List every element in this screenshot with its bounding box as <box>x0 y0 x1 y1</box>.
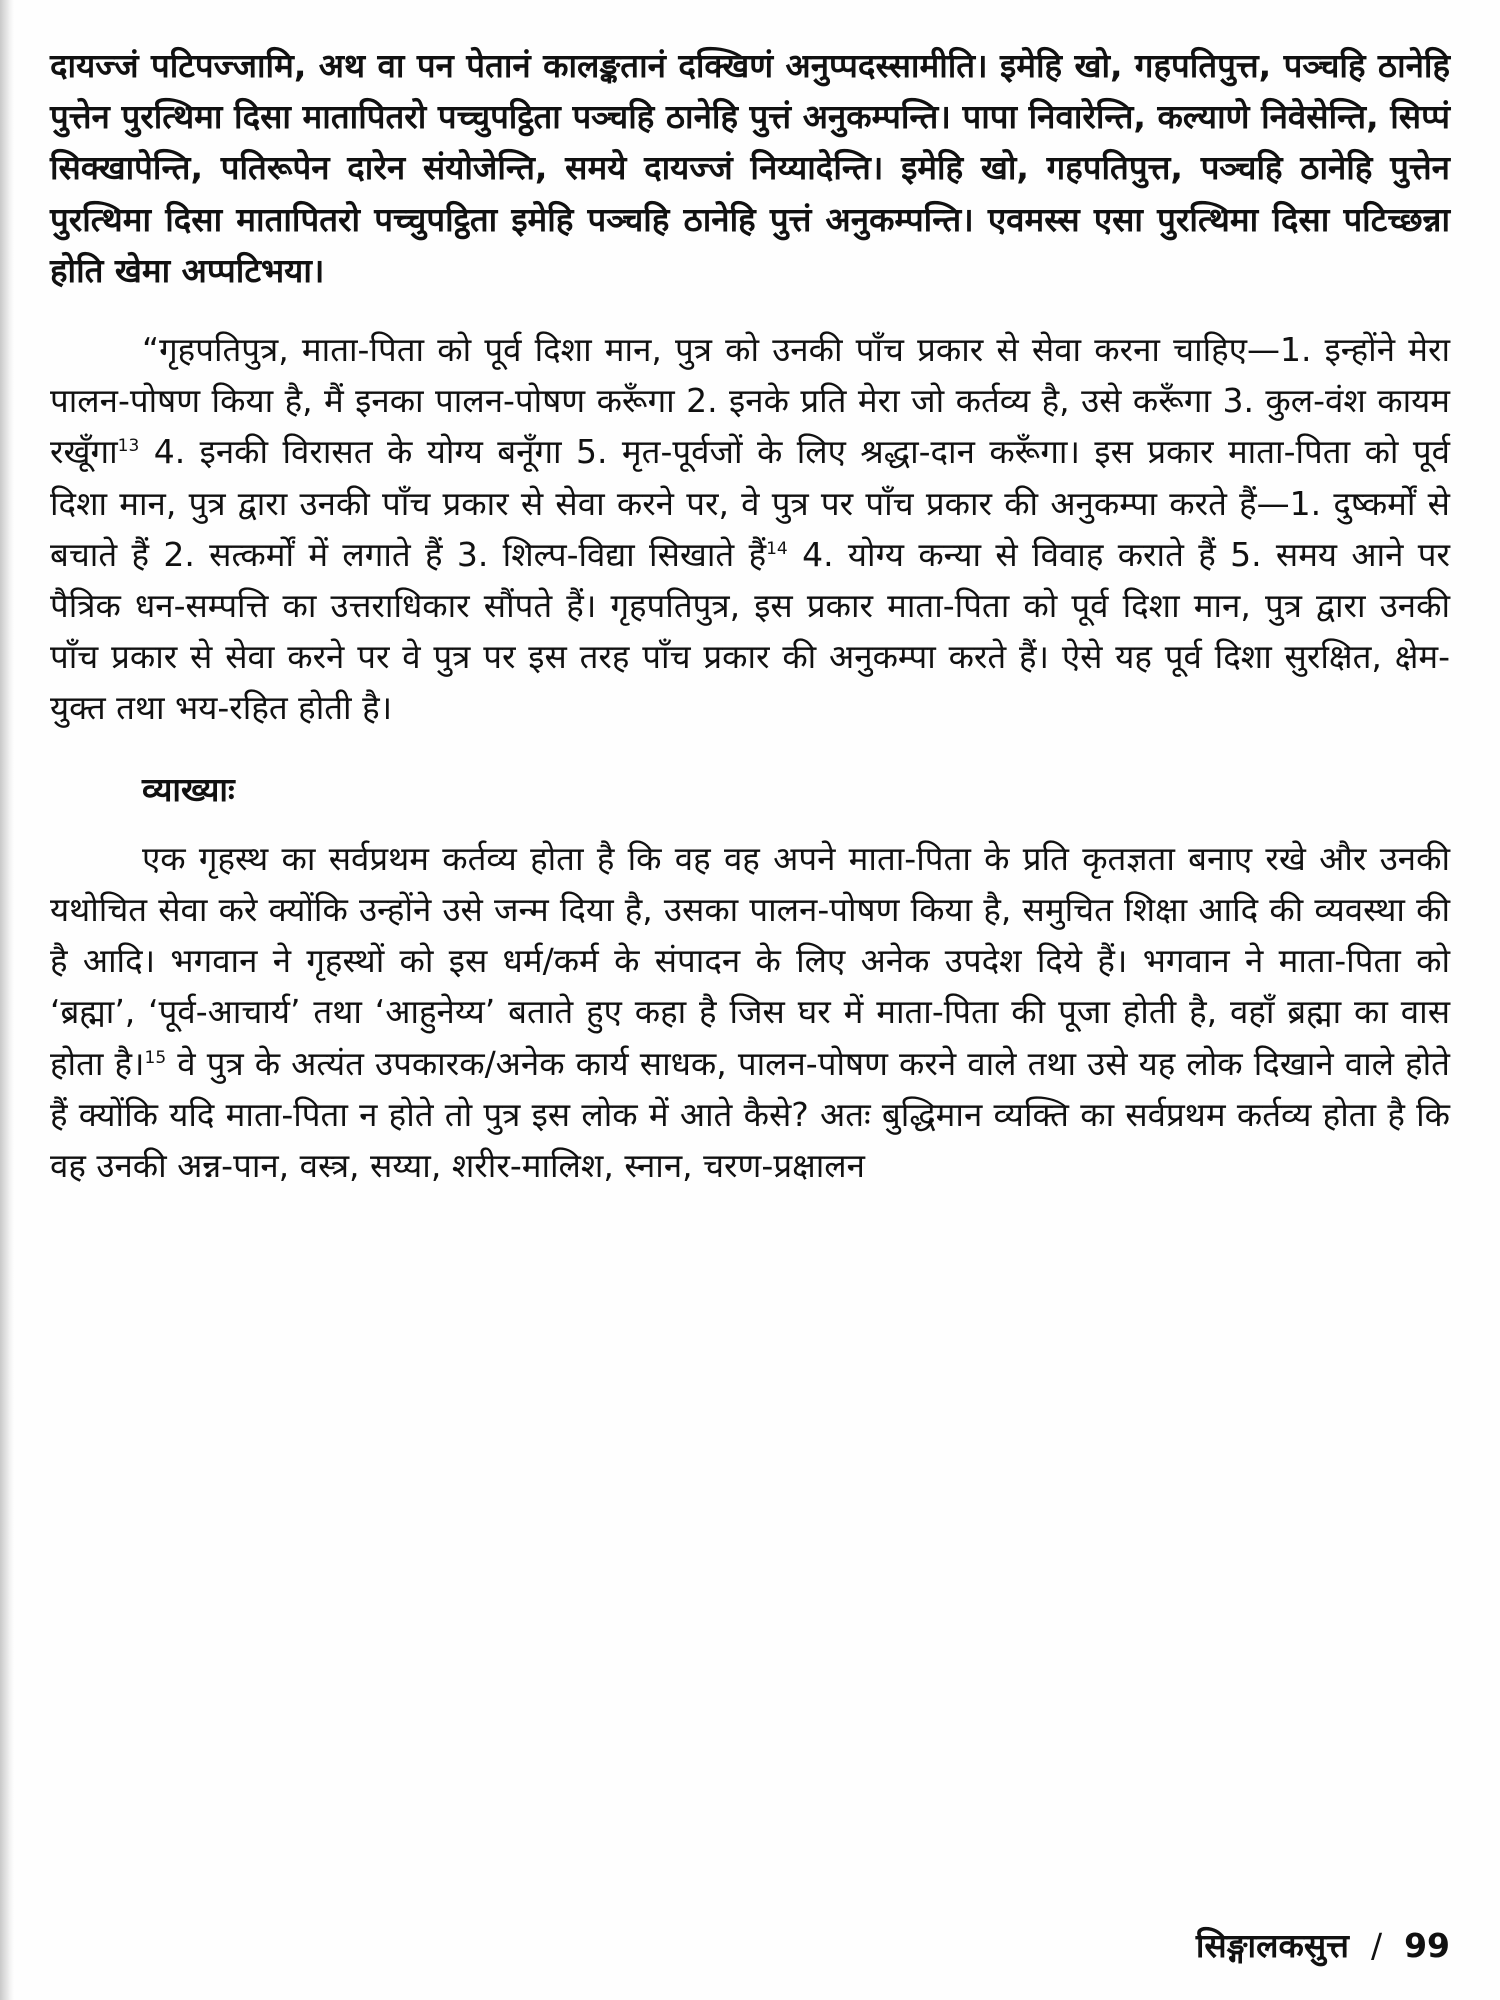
footnote-ref-14: 14 <box>766 538 788 559</box>
footer-separator: / <box>1370 1926 1383 1965</box>
pali-passage: दायज्जं पटिपज्जामि, अथ वा पन पेतानं कालङ्कतानं दक्खिणं अनुप्पदस्सामीति। इमेहि खो, गहपतिपुत्त, पञ्चहि ठानेहि पुत्तेन पुरत्थिमा दिसा मातापितरो पच्चुपट्ठिता पञ्चहि ठानेहि पुत्तं अनुकम्पन्ति। पापा निवारेन्ति, कल्याणे निवेसेन्ति, सिप्पं सिक्खापेन्ति, पतिरूपेन दारेन संयोजेन्ति, समये दायज्जं निय्यादेन्ति। इमेहि खो, गहपतिपुत्त, पञ्चहि ठानेहि पुत्तेन पुरत्थिमा दिसा मातापितरो पच्चुपट्ठिता इमेहि पञ्चहि ठानेहि पुत्तं अनुकम्पन्ति। एवमस्स एसा पुरत्थिमा दिसा पटिच्छन्ना होति खेमा अप्पटिभया। <box>50 46 1450 290</box>
hindi-translation <box>50 324 1450 734</box>
translation-part-1: “गृहपतिपुत्र, माता-पिता को पूर्व दिशा मान, पुत्र को उनकी पाँच प्रकार से सेवा करना चाहिए—1. इन्होंने मेरा पालन-पोषण किया है, मैं इनका पालन-पोषण करूँगा 2. इनके प्रति मेरा जो कर्तव्य है, उसे करूँगा 3. कुल-वंश कायम रखूँगा <box>50 330 1450 472</box>
translation-part-3: 4. योग्य कन्या से विवाह कराते हैं 5. समय आने पर पैत्रिक धन-सम्पत्ति का उत्तराधिकार सौंपते हैं। गृहपतिपुत्र, इस प्रकार माता-पिता को पूर्व दिशा मान, पुत्र द्वारा उनकी पाँच प्रकार से सेवा करने पर वे पुत्र पर इस तरह पाँच प्रकार की अनुकम्पा करते हैं। ऐसे यह पूर्व दिशा सुरक्षित, क्षेम-युक्त तथा भय-रहित होती है। <box>50 534 1451 728</box>
running-title: सिङ्गालकसुत्त <box>1195 1926 1349 1965</box>
footnote-ref-15: 15 <box>144 1047 167 1068</box>
page-number: 99 <box>1404 1926 1450 1965</box>
page-footer <box>1196 1922 1450 1967</box>
commentary-part-2: वे पुत्र के अत्यंत उपकारक/अनेक कार्य साधक, पालन-पोषण करने वाले तथा उसे यह लोक दिखाने वाले होते हैं क्योंकि यदि माता-पिता न होते तो पुत्र इस लोक में आते कैसे? अतः बुद्धिमान व्यक्ति का सर्वप्रथम कर्तव्य होता है कि वह उनकी अन्न-पान, वस्त्र, सय्या, शरीर-मालिश, स्नान, चरण-प्रक्षालन <box>50 1043 1450 1186</box>
translation-part-2: 4. इनकी विरासत के योग्य बनूँगा 5. मृत-पूर्वजों के लिए श्रद्धा-दान करूँगा। इस प्रकार माता-पिता को पूर्व दिशा मान, पुत्र द्वारा उनकी पाँच प्रकार से सेवा करने पर, वे पुत्र पर पाँच प्रकार की अनुकम्पा करते हैं—1. दुष्कर्मों से बचाते हैं 2. सत्कर्मों में लगाते हैं 3. शिल्प-विद्या सिखाते हैं <box>50 432 1450 574</box>
page-content <box>50 40 1450 1191</box>
footnote-ref-13: 13 <box>117 436 140 457</box>
page-edge-shadow <box>0 0 14 2000</box>
commentary-paragraph <box>50 833 1450 1191</box>
commentary-part-1: एक गृहस्थ का सर्वप्रथम कर्तव्य होता है कि वह वह अपने माता-पिता के प्रति कृतज्ञता बनाए रखे और उनकी यथोचित सेवा करे क्योंकि उन्होंने उसे जन्म दिया है, उसका पालन-पोषण किया है, समुचित शिक्षा आदि की व्यवस्था की है आदि। भगवान ने गृहस्थों को इस धर्म/कर्म के संपादन के लिए अनेक उपदेश दिये हैं। भगवान ने माता-पिता को ‘ब्रह्मा’, ‘पूर्व-आचार्य’ तथा ‘आहुनेय्य’ बताते हुए कहा है जिस घर में माता-पिता की पूजा होती है, वहाँ ब्रह्मा का वास होता है। <box>50 838 1450 1083</box>
section-heading: व्याख्याः <box>142 769 235 809</box>
